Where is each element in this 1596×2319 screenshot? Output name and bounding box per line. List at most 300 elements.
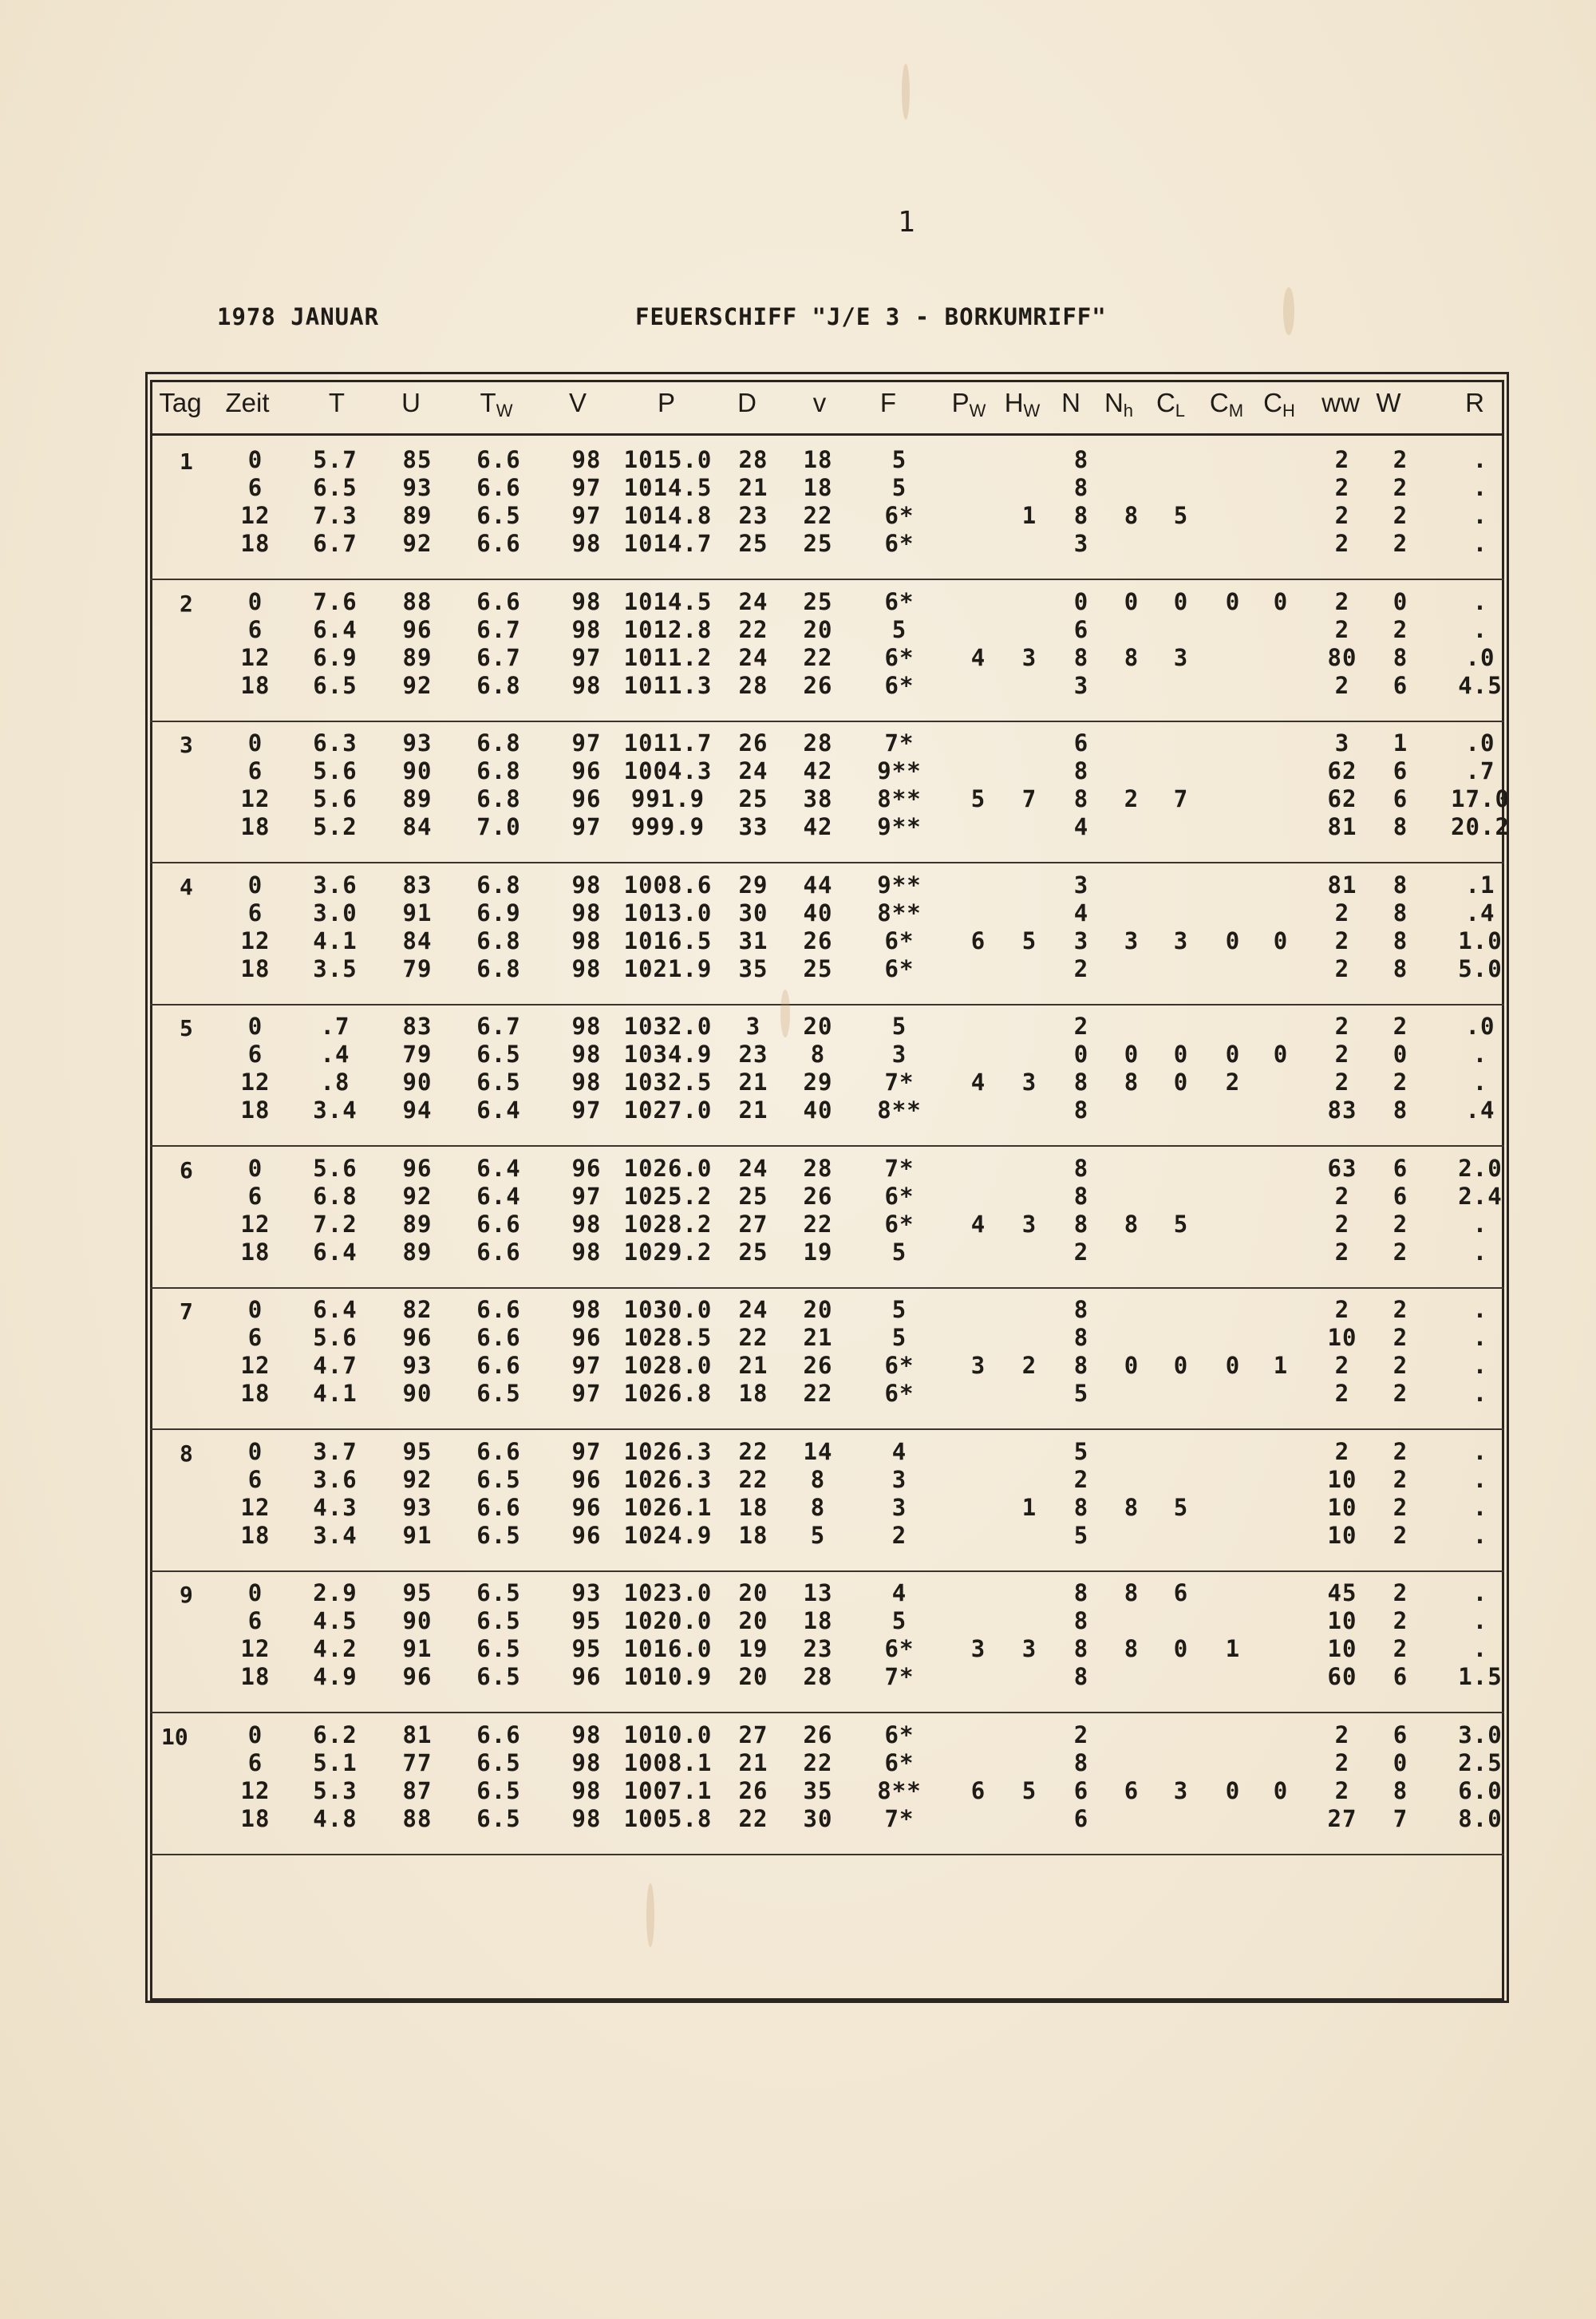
- table-cell-r: .4: [1465, 1096, 1495, 1124]
- column-header-t: T: [328, 388, 346, 417]
- table-cell-u: 96: [402, 1324, 433, 1351]
- table-cell-v: 22: [803, 502, 833, 529]
- table-cell-f: 7*: [884, 1154, 915, 1182]
- table-cell-d: 21: [738, 1748, 768, 1776]
- table-cell-t: 4.2: [313, 1635, 358, 1662]
- table-cell-r: 1.5: [1458, 1663, 1503, 1690]
- table-cell-n: 2: [1073, 1238, 1089, 1266]
- table-cell-zeit: 0: [247, 587, 263, 615]
- table-cell-r: .4: [1465, 899, 1495, 926]
- table-cell-ww: 2: [1334, 1380, 1350, 1407]
- table-cell-u: 91: [402, 1521, 433, 1549]
- table-cell-tw: 6.7: [476, 643, 521, 671]
- table-cell-ww: 81: [1327, 871, 1357, 899]
- table-cell-n: 8: [1073, 1296, 1089, 1323]
- table-cell-v: 98: [571, 926, 602, 954]
- table-cell-hw: 3: [1021, 1210, 1037, 1238]
- day-label: 9: [180, 1582, 193, 1608]
- table-cell-tw: 6.8: [476, 729, 521, 757]
- table-cell-v: 28: [803, 729, 833, 757]
- table-cell-t: 6.2: [313, 1720, 358, 1748]
- day-separator: [150, 862, 1504, 863]
- table-cell-t: 5.2: [313, 813, 358, 840]
- table-cell-cm: 0: [1225, 1041, 1241, 1068]
- table-cell-zeit: 0: [247, 1720, 263, 1748]
- table-cell-w: 2: [1393, 446, 1408, 473]
- table-cell-d: 28: [738, 671, 768, 699]
- table-cell-u: 85: [402, 446, 433, 473]
- table-cell-ch: 1: [1273, 1352, 1289, 1379]
- table-cell-w: 6: [1393, 1154, 1408, 1182]
- table-cell-u: 90: [402, 757, 433, 784]
- table-cell-n: 8: [1073, 1579, 1089, 1606]
- table-cell-zeit: 6: [247, 1041, 263, 1068]
- table-cell-zeit: 6: [247, 899, 263, 926]
- table-cell-zeit: 12: [240, 926, 271, 954]
- table-cell-ww: 2: [1334, 1776, 1350, 1804]
- table-cell-n: 8: [1073, 1182, 1089, 1210]
- table-cell-nh: 0: [1124, 1041, 1140, 1068]
- table-cell-n: 8: [1073, 1069, 1089, 1096]
- table-cell-u: 92: [402, 671, 433, 699]
- table-cell-d: 35: [738, 954, 768, 982]
- table-cell-u: 96: [402, 1154, 433, 1182]
- table-cell-zeit: 12: [240, 785, 271, 812]
- table-cell-d: 24: [738, 757, 768, 784]
- table-cell-v: 97: [571, 643, 602, 671]
- table-cell-d: 31: [738, 926, 768, 954]
- table-cell-d: 24: [738, 643, 768, 671]
- table-cell-ww: 83: [1327, 1096, 1357, 1124]
- table-cell-ww: 62: [1327, 757, 1357, 784]
- table-cell-tw: 6.9: [476, 899, 521, 926]
- table-cell-w: 1: [1393, 729, 1408, 757]
- table-cell-tw: 6.5: [476, 502, 521, 529]
- table-cell-u: 93: [402, 1352, 433, 1379]
- table-cell-tw: 6.6: [476, 1352, 521, 1379]
- table-cell-u: 89: [402, 785, 433, 812]
- table-cell-zeit: 18: [240, 1096, 271, 1124]
- table-cell-n: 3: [1073, 671, 1089, 699]
- table-cell-tw: 6.7: [476, 615, 521, 643]
- table-cell-hw: 3: [1021, 643, 1037, 671]
- table-cell-p: 1023.0: [623, 1579, 713, 1606]
- table-cell-hw: 5: [1021, 1776, 1037, 1804]
- table-cell-v: 97: [571, 474, 602, 501]
- table-cell-p: 1013.0: [623, 899, 713, 926]
- table-cell-f: 4: [891, 1579, 907, 1606]
- table-cell-v: 23: [803, 1635, 833, 1662]
- table-header-line: [150, 433, 1504, 436]
- header-station: FEUERSCHIFF "J/E 3 - BORKUMRIFF": [635, 303, 1107, 330]
- table-cell-n: 8: [1073, 1493, 1089, 1521]
- table-cell-p: 1008.6: [623, 871, 713, 899]
- table-cell-u: 95: [402, 1579, 433, 1606]
- table-cell-n: 2: [1073, 1465, 1089, 1493]
- paper-stain: [780, 990, 790, 1037]
- table-cell-v: 96: [571, 785, 602, 812]
- table-cell-w: 8: [1393, 813, 1408, 840]
- table-cell-n: 6: [1073, 729, 1089, 757]
- column-header-nh: $N_h$: [1104, 388, 1134, 421]
- table-cell-zeit: 0: [247, 446, 263, 473]
- table-cell-f: 3: [891, 1041, 907, 1068]
- table-cell-r: .: [1472, 1635, 1488, 1662]
- table-cell-zeit: 12: [240, 1069, 271, 1096]
- table-cell-cl: 0: [1173, 1069, 1189, 1096]
- table-cell-v: 8: [810, 1465, 826, 1493]
- table-cell-v: 97: [571, 1096, 602, 1124]
- table-cell-zeit: 18: [240, 1380, 271, 1407]
- table-cell-p: 1030.0: [623, 1296, 713, 1323]
- table-cell-tw: 6.8: [476, 871, 521, 899]
- paper-stain: [646, 1883, 654, 1947]
- table-cell-p: 1004.3: [623, 757, 713, 784]
- table-cell-tw: 6.5: [476, 1521, 521, 1549]
- table-cell-t: 3.0: [313, 899, 358, 926]
- table-cell-v: 96: [571, 1154, 602, 1182]
- table-cell-u: 89: [402, 643, 433, 671]
- table-cell-ww: 2: [1334, 1238, 1350, 1266]
- column-header-u: U: [401, 388, 421, 417]
- table-cell-r: .: [1472, 1521, 1488, 1549]
- table-cell-n: 8: [1073, 1635, 1089, 1662]
- table-cell-ww: 2: [1334, 671, 1350, 699]
- table-cell-f: 6*: [884, 643, 915, 671]
- table-cell-r: 6.0: [1458, 1776, 1503, 1804]
- table-cell-ch: 0: [1273, 926, 1289, 954]
- table-cell-u: 88: [402, 587, 433, 615]
- table-cell-v: 96: [571, 1521, 602, 1549]
- table-cell-f: 8**: [877, 899, 922, 926]
- table-cell-cl: 5: [1173, 1210, 1189, 1238]
- table-cell-ww: 45: [1327, 1579, 1357, 1606]
- table-cell-p: 1011.7: [623, 729, 713, 757]
- table-cell-t: 4.9: [313, 1663, 358, 1690]
- table-cell-d: 25: [738, 1238, 768, 1266]
- table-cell-r: .: [1472, 615, 1488, 643]
- table-cell-t: .8: [320, 1069, 350, 1096]
- column-header-n: N: [1061, 388, 1080, 417]
- table-cell-v: 98: [571, 615, 602, 643]
- table-cell-t: 3.6: [313, 871, 358, 899]
- table-cell-cl: 6: [1173, 1579, 1189, 1606]
- table-cell-tw: 6.5: [476, 1041, 521, 1068]
- table-cell-w: 8: [1393, 643, 1408, 671]
- table-cell-p: 1028.5: [623, 1324, 713, 1351]
- day-separator: [150, 579, 1504, 580]
- table-cell-hw: 1: [1021, 502, 1037, 529]
- table-cell-ww: 2: [1334, 1210, 1350, 1238]
- table-cell-f: 5: [891, 1013, 907, 1040]
- day-separator: [150, 1854, 1504, 1855]
- table-cell-t: 4.5: [313, 1607, 358, 1634]
- table-cell-r: 2.5: [1458, 1748, 1503, 1776]
- table-cell-nh: 3: [1124, 926, 1140, 954]
- table-cell-nh: 8: [1124, 1069, 1140, 1096]
- table-cell-zeit: 12: [240, 1352, 271, 1379]
- table-cell-ww: 2: [1334, 1437, 1350, 1465]
- column-header-hw: $H_W$: [1004, 388, 1041, 421]
- table-cell-t: .4: [320, 1041, 350, 1068]
- table-cell-w: 2: [1393, 502, 1408, 529]
- day-label: 1: [180, 448, 193, 475]
- table-cell-p: 1012.8: [623, 615, 713, 643]
- table-cell-tw: 6.8: [476, 926, 521, 954]
- table-cell-v: 18: [803, 1607, 833, 1634]
- table-cell-v: 20: [803, 615, 833, 643]
- table-cell-f: 5: [891, 474, 907, 501]
- table-cell-hw: 7: [1021, 785, 1037, 812]
- table-cell-v: 96: [571, 1465, 602, 1493]
- table-cell-cm: 0: [1225, 587, 1241, 615]
- header-year-month: 1978 JANUAR: [217, 303, 380, 330]
- table-cell-p: 1015.0: [623, 446, 713, 473]
- table-cell-d: 22: [738, 1324, 768, 1351]
- table-cell-v: 96: [571, 757, 602, 784]
- table-cell-tw: 6.4: [476, 1154, 521, 1182]
- table-cell-p: 1032.0: [623, 1013, 713, 1040]
- table-cell-r: .: [1472, 587, 1488, 615]
- table-cell-v: 96: [571, 1663, 602, 1690]
- table-cell-v: 26: [803, 926, 833, 954]
- table-cell-tw: 6.8: [476, 954, 521, 982]
- table-cell-r: .: [1472, 1493, 1488, 1521]
- table-cell-tw: 6.8: [476, 671, 521, 699]
- table-cell-n: 3: [1073, 530, 1089, 557]
- table-top-line: [150, 380, 1504, 382]
- table-cell-nh: 8: [1124, 502, 1140, 529]
- table-cell-w: 2: [1393, 1352, 1408, 1379]
- table-cell-f: 8**: [877, 1096, 922, 1124]
- table-cell-v: 98: [571, 1804, 602, 1832]
- table-cell-d: 27: [738, 1720, 768, 1748]
- column-header-cl: $C_L$: [1156, 388, 1186, 421]
- table-cell-p: 1014.8: [623, 502, 713, 529]
- table-cell-v: 28: [803, 1663, 833, 1690]
- table-cell-v: 40: [803, 899, 833, 926]
- table-cell-cl: 7: [1173, 785, 1189, 812]
- table-cell-d: 21: [738, 1096, 768, 1124]
- table-cell-d: 25: [738, 785, 768, 812]
- table-cell-cl: 3: [1173, 926, 1189, 954]
- table-cell-tw: 6.6: [476, 1437, 521, 1465]
- table-cell-u: 89: [402, 502, 433, 529]
- table-cell-ww: 10: [1327, 1493, 1357, 1521]
- table-cell-p: 1028.2: [623, 1210, 713, 1238]
- table-cell-u: 88: [402, 1804, 433, 1832]
- table-cell-v: 97: [571, 502, 602, 529]
- table-cell-r: .: [1472, 1437, 1488, 1465]
- table-cell-nh: 8: [1124, 1493, 1140, 1521]
- table-cell-v: 98: [571, 1013, 602, 1040]
- table-cell-tw: 6.5: [476, 1804, 521, 1832]
- table-cell-t: 4.7: [313, 1352, 358, 1379]
- table-cell-zeit: 6: [247, 1748, 263, 1776]
- table-cell-w: 8: [1393, 1776, 1408, 1804]
- table-cell-zeit: 6: [247, 474, 263, 501]
- table-cell-v: 22: [803, 1210, 833, 1238]
- table-cell-zeit: 6: [247, 1607, 263, 1634]
- table-cell-ww: 2: [1334, 1013, 1350, 1040]
- table-cell-v: 97: [571, 1182, 602, 1210]
- day-label: 4: [180, 873, 193, 900]
- table-cell-tw: 6.6: [476, 1493, 521, 1521]
- table-cell-r: .1: [1465, 871, 1495, 899]
- table-cell-ww: 2: [1334, 926, 1350, 954]
- table-cell-ww: 81: [1327, 813, 1357, 840]
- table-cell-f: 6*: [884, 1380, 915, 1407]
- table-cell-v: 20: [803, 1013, 833, 1040]
- table-cell-r: .0: [1465, 729, 1495, 757]
- table-cell-r: .: [1472, 1069, 1488, 1096]
- table-cell-v: 28: [803, 1154, 833, 1182]
- table-cell-v: 13: [803, 1579, 833, 1606]
- table-cell-u: 93: [402, 729, 433, 757]
- table-cell-ww: 2: [1334, 954, 1350, 982]
- table-cell-v: 96: [571, 1324, 602, 1351]
- table-cell-n: 6: [1073, 615, 1089, 643]
- table-cell-p: 1029.2: [623, 1238, 713, 1266]
- table-cell-cl: 3: [1173, 1776, 1189, 1804]
- table-cell-f: 6*: [884, 1182, 915, 1210]
- table-cell-t: 5.7: [313, 446, 358, 473]
- table-cell-v: 98: [571, 1069, 602, 1096]
- table-cell-v: 98: [571, 954, 602, 982]
- table-cell-n: 8: [1073, 1210, 1089, 1238]
- table-cell-ww: 60: [1327, 1663, 1357, 1690]
- table-cell-d: 24: [738, 587, 768, 615]
- table-cell-u: 84: [402, 926, 433, 954]
- table-cell-ww: 3: [1334, 729, 1350, 757]
- table-cell-d: 29: [738, 871, 768, 899]
- table-cell-v: 18: [803, 474, 833, 501]
- table-cell-t: 6.5: [313, 671, 358, 699]
- column-header-r: R: [1465, 388, 1484, 417]
- table-cell-ww: 2: [1334, 530, 1350, 557]
- table-cell-w: 2: [1393, 1013, 1408, 1040]
- table-cell-zeit: 18: [240, 1521, 271, 1549]
- table-cell-u: 89: [402, 1210, 433, 1238]
- table-cell-tw: 6.6: [476, 1210, 521, 1238]
- table-cell-ww: 2: [1334, 615, 1350, 643]
- table-cell-v: 8: [810, 1041, 826, 1068]
- table-cell-ww: 10: [1327, 1635, 1357, 1662]
- table-cell-ww: 2: [1334, 899, 1350, 926]
- table-cell-f: 6*: [884, 671, 915, 699]
- table-cell-w: 2: [1393, 1579, 1408, 1606]
- table-cell-r: .: [1472, 502, 1488, 529]
- table-cell-n: 4: [1073, 813, 1089, 840]
- table-cell-n: 5: [1073, 1521, 1089, 1549]
- table-cell-v: 38: [803, 785, 833, 812]
- table-cell-d: 21: [738, 1352, 768, 1379]
- table-cell-p: 999.9: [630, 813, 705, 840]
- table-cell-d: 28: [738, 446, 768, 473]
- table-cell-hw: 3: [1021, 1635, 1037, 1662]
- table-cell-v: 97: [571, 1380, 602, 1407]
- table-cell-tw: 6.5: [476, 1607, 521, 1634]
- table-cell-v: 22: [803, 1748, 833, 1776]
- table-cell-w: 6: [1393, 1663, 1408, 1690]
- table-cell-t: 7.3: [313, 502, 358, 529]
- table-cell-w: 8: [1393, 926, 1408, 954]
- table-cell-t: 4.1: [313, 1380, 358, 1407]
- table-cell-u: 81: [402, 1720, 433, 1748]
- table-cell-p: 1016.0: [623, 1635, 713, 1662]
- table-cell-p: 1005.8: [623, 1804, 713, 1832]
- table-cell-tw: 6.8: [476, 785, 521, 812]
- table-cell-w: 2: [1393, 1380, 1408, 1407]
- table-cell-v: 26: [803, 1182, 833, 1210]
- table-cell-ww: 2: [1334, 1041, 1350, 1068]
- table-cell-r: .: [1472, 446, 1488, 473]
- table-cell-t: 6.4: [313, 1238, 358, 1266]
- table-cell-w: 6: [1393, 1720, 1408, 1748]
- table-cell-v: 26: [803, 1720, 833, 1748]
- table-cell-v: 25: [803, 587, 833, 615]
- table-cell-zeit: 12: [240, 502, 271, 529]
- table-cell-d: 20: [738, 1663, 768, 1690]
- table-cell-zeit: 18: [240, 954, 271, 982]
- table-cell-w: 2: [1393, 1607, 1408, 1634]
- table-cell-ww: 2: [1334, 1182, 1350, 1210]
- table-cell-v: 26: [803, 671, 833, 699]
- column-header-d: D: [737, 388, 757, 417]
- day-separator: [150, 1712, 1504, 1713]
- table-cell-pw: 3: [970, 1635, 986, 1662]
- table-cell-v: 40: [803, 1096, 833, 1124]
- table-cell-p: 1007.1: [623, 1776, 713, 1804]
- table-cell-f: 3: [891, 1493, 907, 1521]
- table-cell-d: 18: [738, 1521, 768, 1549]
- table-cell-zeit: 0: [247, 1154, 263, 1182]
- table-cell-n: 8: [1073, 1663, 1089, 1690]
- table-cell-ww: 63: [1327, 1154, 1357, 1182]
- table-cell-tw: 6.6: [476, 446, 521, 473]
- table-cell-v: 98: [571, 1748, 602, 1776]
- table-cell-zeit: 0: [247, 871, 263, 899]
- table-cell-u: 90: [402, 1607, 433, 1634]
- table-cell-v: 97: [571, 729, 602, 757]
- table-cell-t: 5.6: [313, 1324, 358, 1351]
- table-cell-n: 8: [1073, 1096, 1089, 1124]
- table-cell-t: 5.6: [313, 785, 358, 812]
- table-cell-d: 25: [738, 530, 768, 557]
- table-cell-tw: 6.7: [476, 1013, 521, 1040]
- table-cell-w: 6: [1393, 671, 1408, 699]
- table-cell-u: 96: [402, 1663, 433, 1690]
- table-cell-nh: 6: [1124, 1776, 1140, 1804]
- table-cell-v: 8: [810, 1493, 826, 1521]
- table-cell-tw: 6.5: [476, 1579, 521, 1606]
- table-cell-hw: 1: [1021, 1493, 1037, 1521]
- table-cell-r: .: [1472, 474, 1488, 501]
- table-cell-f: 7*: [884, 1804, 915, 1832]
- table-cell-w: 2: [1393, 1324, 1408, 1351]
- table-cell-v: 98: [571, 1238, 602, 1266]
- table-cell-v: 42: [803, 757, 833, 784]
- table-cell-n: 5: [1073, 1437, 1089, 1465]
- table-cell-v: 97: [571, 1352, 602, 1379]
- table-cell-v: 29: [803, 1069, 833, 1096]
- table-cell-cl: 0: [1173, 1635, 1189, 1662]
- table-cell-f: 7*: [884, 1069, 915, 1096]
- table-cell-p: 1027.0: [623, 1096, 713, 1124]
- table-cell-r: 5.0: [1458, 954, 1503, 982]
- table-cell-cl: 0: [1173, 1041, 1189, 1068]
- column-header-v: V: [568, 388, 587, 417]
